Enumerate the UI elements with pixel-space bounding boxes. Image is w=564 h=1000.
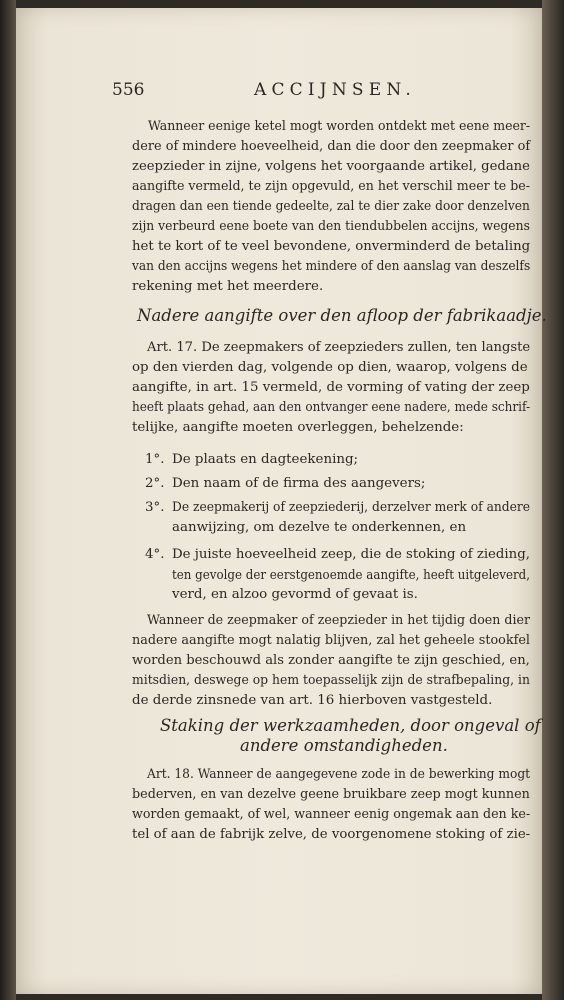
list-item-line: De plaats en dagteekening; — [172, 452, 359, 467]
para4-line: bederven, en van dezelve geene bruikbare zeep mogt kunnen — [132, 787, 530, 802]
section-heading: andere omstandigheden. — [240, 736, 448, 755]
book-gutter — [0, 0, 16, 1000]
section-heading: Staking der werkzaamheden, door ongeval of — [160, 716, 541, 735]
para2-line: telijke, aangifte moeten overleggen, behelzende: — [132, 420, 464, 435]
list-item-line: De zeepmakerij of zeepziederij, derzelver merk of andere — [172, 500, 531, 515]
section-heading: Nadere aangifte over den afloop der fabrikaadje. — [137, 306, 547, 325]
para2-line: Art. 17. De zeepmakers of zeepzieders zullen, ten langste — [147, 340, 531, 355]
para4-line: tel of aan de fabrijk zelve, de voorgenomene stoking of zie- — [132, 827, 531, 842]
para3-line: de derde zinsnede van art. 16 hierboven vastgesteld. — [132, 693, 493, 708]
para1-line: rekening met het meerdere. — [132, 279, 324, 294]
para2-line: op den vierden dag, volgende op dien, waarop, volgens de — [132, 360, 528, 375]
para3-line: mitsdien, deswege op hem toepasselijk zijn de strafbepaling, in — [132, 673, 530, 688]
para1-line: zeepzieder in zijne, volgens het voorgaande artikel, gedane — [132, 159, 530, 174]
list-item-line: De juiste hoeveelheid zeep, die de stoking of zieding, — [172, 547, 530, 562]
para4-line: Art. 18. Wanneer de aangegevene zode in de bewerking mogt — [147, 767, 531, 782]
para1-line: van den accijns wegens het mindere of den aanslag van deszelfs — [132, 259, 531, 274]
list-item-line: Den naam of de firma des aangevers; — [172, 476, 426, 491]
para2-line: aangifte, in art. 15 vermeld, de vorming of vating der zeep — [132, 380, 530, 395]
running-title: ACCIJNSEN. — [254, 80, 416, 100]
para4-line: worden gemaakt, of wel, wanneer eenig ongemak aan den ke- — [132, 807, 531, 822]
list-marker: 4°. — [145, 547, 165, 562]
page-number: 556 — [112, 80, 145, 100]
list-marker: 3°. — [145, 500, 165, 515]
para1-line: aangifte vermeld, te zijn opgevuld, en het verschil meer te be- — [132, 179, 530, 194]
para3-line: nadere aangifte mogt nalatig blijven, zal het geheele stookfel — [132, 633, 531, 648]
list-item-line: verd, en alzoo gevormd of gevaat is. — [172, 587, 418, 602]
list-marker: 2°. — [145, 476, 165, 491]
para1-line: dere of mindere hoeveelheid, dan die door den zeepmaker of — [132, 139, 531, 154]
list-item-line: ten gevolge der eerstgenoemde aangifte, heeft uitgeleverd, — [172, 567, 531, 582]
para3-line: Wanneer de zeepmaker of zeepzieder in het tijdig doen dier — [147, 613, 530, 628]
para1-line: dragen dan een tiende gedeelte, zal te dier zake door denzelven — [132, 199, 530, 214]
list-item-line: aanwijzing, om dezelve te onderkennen, en — [172, 520, 467, 535]
para3-line: worden beschouwd als zonder aangifte te zijn geschied, en, — [132, 653, 530, 668]
list-marker: 1°. — [145, 452, 165, 467]
para1-line: het te kort of te veel bevondene, onverminderd de betaling — [132, 239, 531, 254]
para1-line: zijn verbeurd eene boete van den tiendubbelen accijns, wegens — [132, 219, 530, 234]
para1-line: Wanneer eenige ketel mogt worden ontdekt met eene meer- — [148, 119, 531, 134]
para2-line: heeft plaats gehad, aan den ontvanger eene nadere, mede schrif- — [132, 400, 531, 415]
page-edge — [542, 0, 564, 1000]
